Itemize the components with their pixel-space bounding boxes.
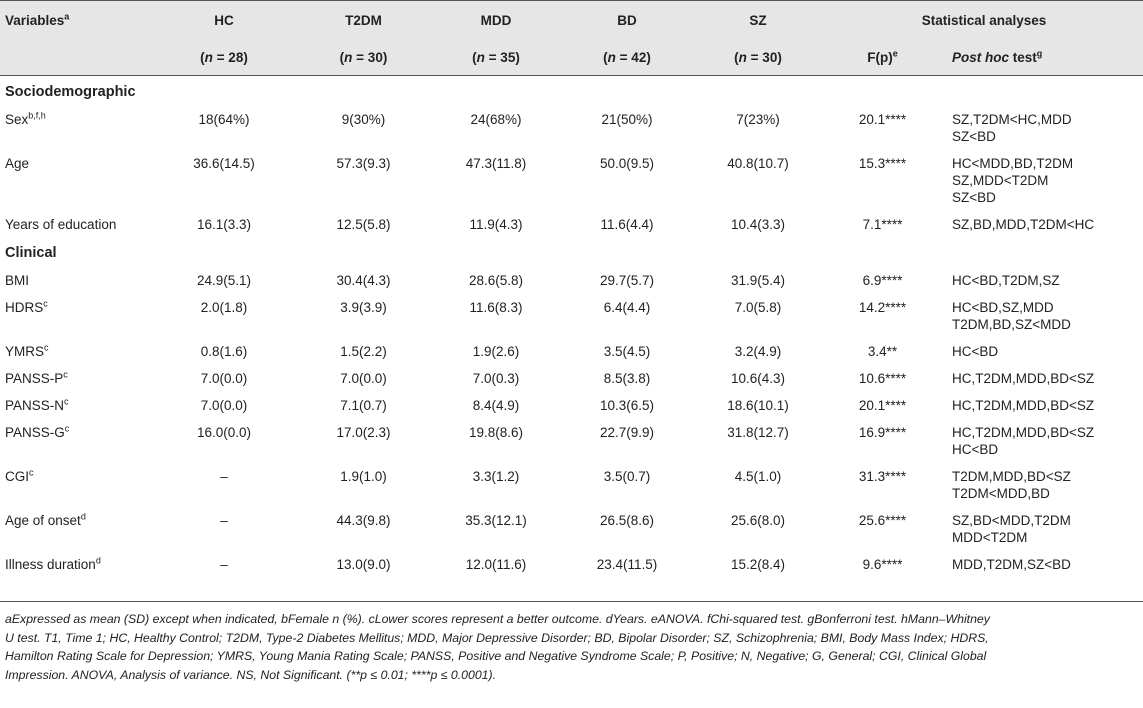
group-header-mdd: MDD	[429, 1, 563, 40]
table-row	[0, 149, 1143, 210]
value-cell: 36.6(14.5)	[193, 156, 255, 171]
posthoc-line: SZ,T2DM<HC,MDD	[952, 112, 1072, 127]
value-cell: 7.0(0.0)	[340, 371, 387, 386]
posthoc-line: HC<BD,SZ,MDD	[952, 300, 1054, 315]
value-cell: 23.4(11.5)	[596, 557, 658, 572]
posthoc-cell	[940, 391, 1143, 418]
value-cell: 24(68%)	[470, 112, 522, 127]
posthoc-line: T2DM<MDD,BD	[952, 486, 1050, 501]
posthoc-line: HC<BD	[952, 344, 999, 359]
f-value-cell: 3.4**	[867, 344, 898, 359]
table-row	[0, 293, 1143, 337]
group-header-bd: BD	[563, 1, 691, 40]
value-cell: 7.0(0.0)	[200, 398, 248, 413]
value-cell: 7(23%)	[736, 112, 780, 127]
value-cell: 7.1(0.7)	[340, 398, 387, 413]
value-cell: 18(64%)	[198, 112, 250, 127]
f-value-cell: 16.9****	[858, 425, 907, 440]
header-row-2	[0, 39, 1143, 76]
variable-label: PANSS-$P^c$	[5, 369, 68, 386]
variable-label: Age	[5, 156, 30, 171]
value-cell: 16.1(3.3)	[196, 217, 252, 232]
variable-label: Age of onset$^d$	[5, 511, 86, 528]
value-cell: 31.9(5.4)	[730, 273, 786, 288]
section-heading: Sociodemographic	[5, 84, 136, 100]
posthoc-line: HC,T2DM,MDD,BD<SZ	[952, 425, 1095, 440]
value-cell: 13.0(9.0)	[336, 557, 391, 572]
posthoc-cell	[940, 149, 1143, 210]
value-cell: 24.9(5.1)	[196, 273, 252, 288]
variable-label: Sex$^{b,f,h}$	[5, 110, 46, 127]
posthoc-line: HC,T2DM,MDD,BD<SZ	[952, 398, 1095, 413]
variable-label: BMI	[5, 273, 30, 288]
value-cell: 3.5(4.5)	[603, 344, 651, 359]
posthoc-line: MDD,T2DM,SZ<BD	[952, 557, 1071, 572]
posthoc-line: HC<BD,T2DM,SZ	[952, 273, 1060, 288]
table-row	[0, 550, 1143, 577]
posthoc-line: SZ<BD	[952, 129, 996, 144]
value-cell: 47.3(11.8)	[465, 156, 527, 171]
posthoc-line: T2DM,BD,SZ<MDD	[952, 317, 1071, 332]
value-cell: 19.8(8.6)	[468, 425, 524, 440]
posthoc-cell	[940, 105, 1143, 149]
value-cell: 12.0(11.6)	[465, 557, 527, 572]
value-cell: 7.0(0.3)	[472, 371, 520, 386]
value-cell: 3.3(1.2)	[472, 469, 520, 484]
variable-label: YMRS$^c$	[5, 342, 49, 359]
f-value-cell: 15.3****	[858, 156, 907, 171]
value-cell: 1.5(2.2)	[340, 344, 387, 359]
posthoc-line: SZ,BD,MDD,T2DM<HC	[952, 217, 1095, 232]
n-hc: (n = 28)	[150, 39, 298, 76]
posthoc-line: SZ<BD	[952, 190, 996, 205]
value-cell: 11.6(8.3)	[469, 300, 523, 315]
value-cell: 10.6(4.3)	[730, 371, 786, 386]
n-mdd: (n = 35)	[429, 39, 563, 76]
stat-analyses-header: Statistical analyses	[825, 1, 1143, 40]
f-value-cell: 25.6****	[858, 513, 907, 528]
value-cell: 28.6(5.8)	[468, 273, 524, 288]
f-value-cell: 6.9****	[862, 273, 903, 288]
f-value-cell: 9.6****	[862, 557, 903, 572]
f-value-cell: 7.1****	[862, 217, 903, 232]
value-cell: 0.8(1.6)	[200, 344, 248, 359]
posthoc-cell	[940, 550, 1143, 577]
clinical-section	[0, 237, 1143, 577]
value-cell: 25.6(8.0)	[730, 513, 786, 528]
footnote-line: U test. T1, Time 1; HC, Healthy Control; T2DM, Type-2 Diabetes Mellitus; MDD, Major Depressive Disorder; BD, Bipolar Disorder; SZ, Schizophrenia; BMI, Body Mass Index; HDRS,	[5, 630, 989, 645]
value-cell: 30.4(4.3)	[336, 273, 391, 288]
posthoc-line: T2DM,MDD,BD<SZ	[952, 469, 1071, 484]
value-cell: 8.4(4.9)	[472, 398, 520, 413]
value-cell: 3.5(0.7)	[603, 469, 651, 484]
table-row	[0, 418, 1143, 462]
table-row	[0, 266, 1143, 293]
sociodemographic-section	[0, 76, 1143, 238]
value-cell: 40.8(10.7)	[727, 156, 789, 171]
posthoc-cell	[940, 293, 1143, 337]
group-header-sz: SZ	[691, 1, 825, 40]
posthoc-cell	[940, 418, 1143, 462]
footnote-line: aExpressed as mean (SD) except when indicated, bFemale n (%). cLower scores represent a better outcome. dYears. eANOVA. fChi-squared test. gBonferroni test. hMann–Whitney	[5, 612, 990, 626]
value-cell: 4.5(1.0)	[734, 469, 782, 484]
variables-header: Variables$^a$	[0, 1, 150, 40]
posthoc-cell	[940, 506, 1143, 550]
f-value-cell: 20.1****	[858, 112, 907, 127]
n-sz: (n = 30)	[691, 39, 825, 76]
variable-label: HDRS$^c$	[5, 298, 48, 315]
value-cell: 7.0(5.8)	[734, 300, 782, 315]
posthoc-cell	[940, 462, 1143, 506]
value-cell: –	[220, 513, 228, 528]
value-cell: 16.0(0.0)	[196, 425, 252, 440]
variable-label: Years of education	[5, 217, 117, 232]
posthoc-cell	[940, 210, 1143, 237]
value-cell: 10.4(3.3)	[730, 217, 786, 232]
value-cell: 21(50%)	[601, 112, 653, 127]
table-row	[0, 391, 1143, 418]
f-header: $F(p)^e$	[825, 39, 940, 76]
value-cell: 2.0(1.8)	[200, 300, 248, 315]
header-row-1	[0, 1, 1143, 40]
posthoc-cell	[940, 266, 1143, 293]
variable-label: Illness duration$^d$	[5, 555, 101, 572]
posthoc-header: Post hoc test$^g$	[940, 39, 1143, 76]
f-value-cell: 14.2****	[858, 300, 907, 315]
table-row	[0, 337, 1143, 364]
posthoc-line: SZ,MDD<T2DM	[952, 173, 1049, 188]
section-heading: Clinical	[5, 245, 57, 261]
value-cell: 44.3(9.8)	[336, 513, 391, 528]
value-cell: 6.4(4.4)	[603, 300, 651, 315]
value-cell: –	[220, 469, 228, 484]
value-cell: 9(30%)	[341, 112, 386, 127]
posthoc-line: SZ,BD<MDD,T2DM	[952, 513, 1071, 528]
value-cell: 57.3(9.3)	[336, 156, 391, 171]
posthoc-cell	[940, 337, 1143, 364]
value-cell: 18.6(10.1)	[727, 398, 789, 413]
posthoc-cell	[940, 364, 1143, 391]
value-cell: 29.7(5.7)	[599, 273, 655, 288]
f-value-cell: 10.6****	[858, 371, 907, 386]
value-cell: 35.3(12.1)	[465, 513, 527, 528]
value-cell: 8.5(3.8)	[603, 371, 651, 386]
variable-label: PANSS-$N^c$	[5, 396, 69, 413]
variable-label: CGI$^c$	[5, 467, 34, 484]
footnote-line: Hamilton Rating Scale for Depression; YMRS, Young Mania Rating Scale; PANSS, Positive and Negative Syndrome Scale; P, Positive; N, Negative; G, General; CGI, Clinical Global	[5, 649, 987, 663]
value-cell: 12.5(5.8)	[336, 217, 391, 232]
value-cell: 26.5(8.6)	[599, 513, 655, 528]
table-row	[0, 105, 1143, 149]
value-cell: 1.9(1.0)	[340, 469, 387, 484]
value-cell: 11.6(4.4)	[600, 217, 654, 232]
value-cell: 11.9(4.3)	[469, 217, 523, 232]
posthoc-line: HC<MDD,BD,T2DM	[952, 156, 1074, 171]
n-bd: (n = 42)	[563, 39, 691, 76]
value-cell: 7.0(0.0)	[200, 371, 248, 386]
group-header-hc: HC	[150, 1, 298, 40]
f-value-cell: 20.1****	[858, 398, 907, 413]
value-cell: 50.0(9.5)	[599, 156, 655, 171]
value-cell: 3.9(3.9)	[340, 300, 387, 315]
value-cell: 31.8(12.7)	[727, 425, 789, 440]
variable-label: PANSS-$G^c$	[5, 423, 70, 440]
n-t2dm: (n = 30)	[298, 39, 429, 76]
posthoc-line: MDD<T2DM	[952, 530, 1028, 545]
footnote-line: Impression. ANOVA, Analysis of variance. NS, Not Significant. (**p ≤ 0.01; ****p ≤ 0.0001).	[5, 667, 497, 682]
value-cell: 17.0(2.3)	[336, 425, 391, 440]
value-cell: 1.9(2.6)	[472, 344, 520, 359]
value-cell: 22.7(9.9)	[599, 425, 655, 440]
posthoc-line: HC<BD	[952, 442, 999, 457]
value-cell: 15.2(8.4)	[730, 557, 786, 572]
value-cell: 10.3(6.5)	[599, 398, 655, 413]
table-row	[0, 364, 1143, 391]
group-header-t2dm: T2DM	[298, 1, 429, 40]
value-cell: 3.2(4.9)	[734, 344, 782, 359]
table-footnote	[0, 601, 1143, 684]
table-row	[0, 210, 1143, 237]
f-value-cell: 31.3****	[858, 469, 907, 484]
table-row	[0, 462, 1143, 506]
posthoc-line: HC,T2DM,MDD,BD<SZ	[952, 371, 1095, 386]
value-cell: –	[220, 557, 228, 572]
table-row	[0, 506, 1143, 550]
